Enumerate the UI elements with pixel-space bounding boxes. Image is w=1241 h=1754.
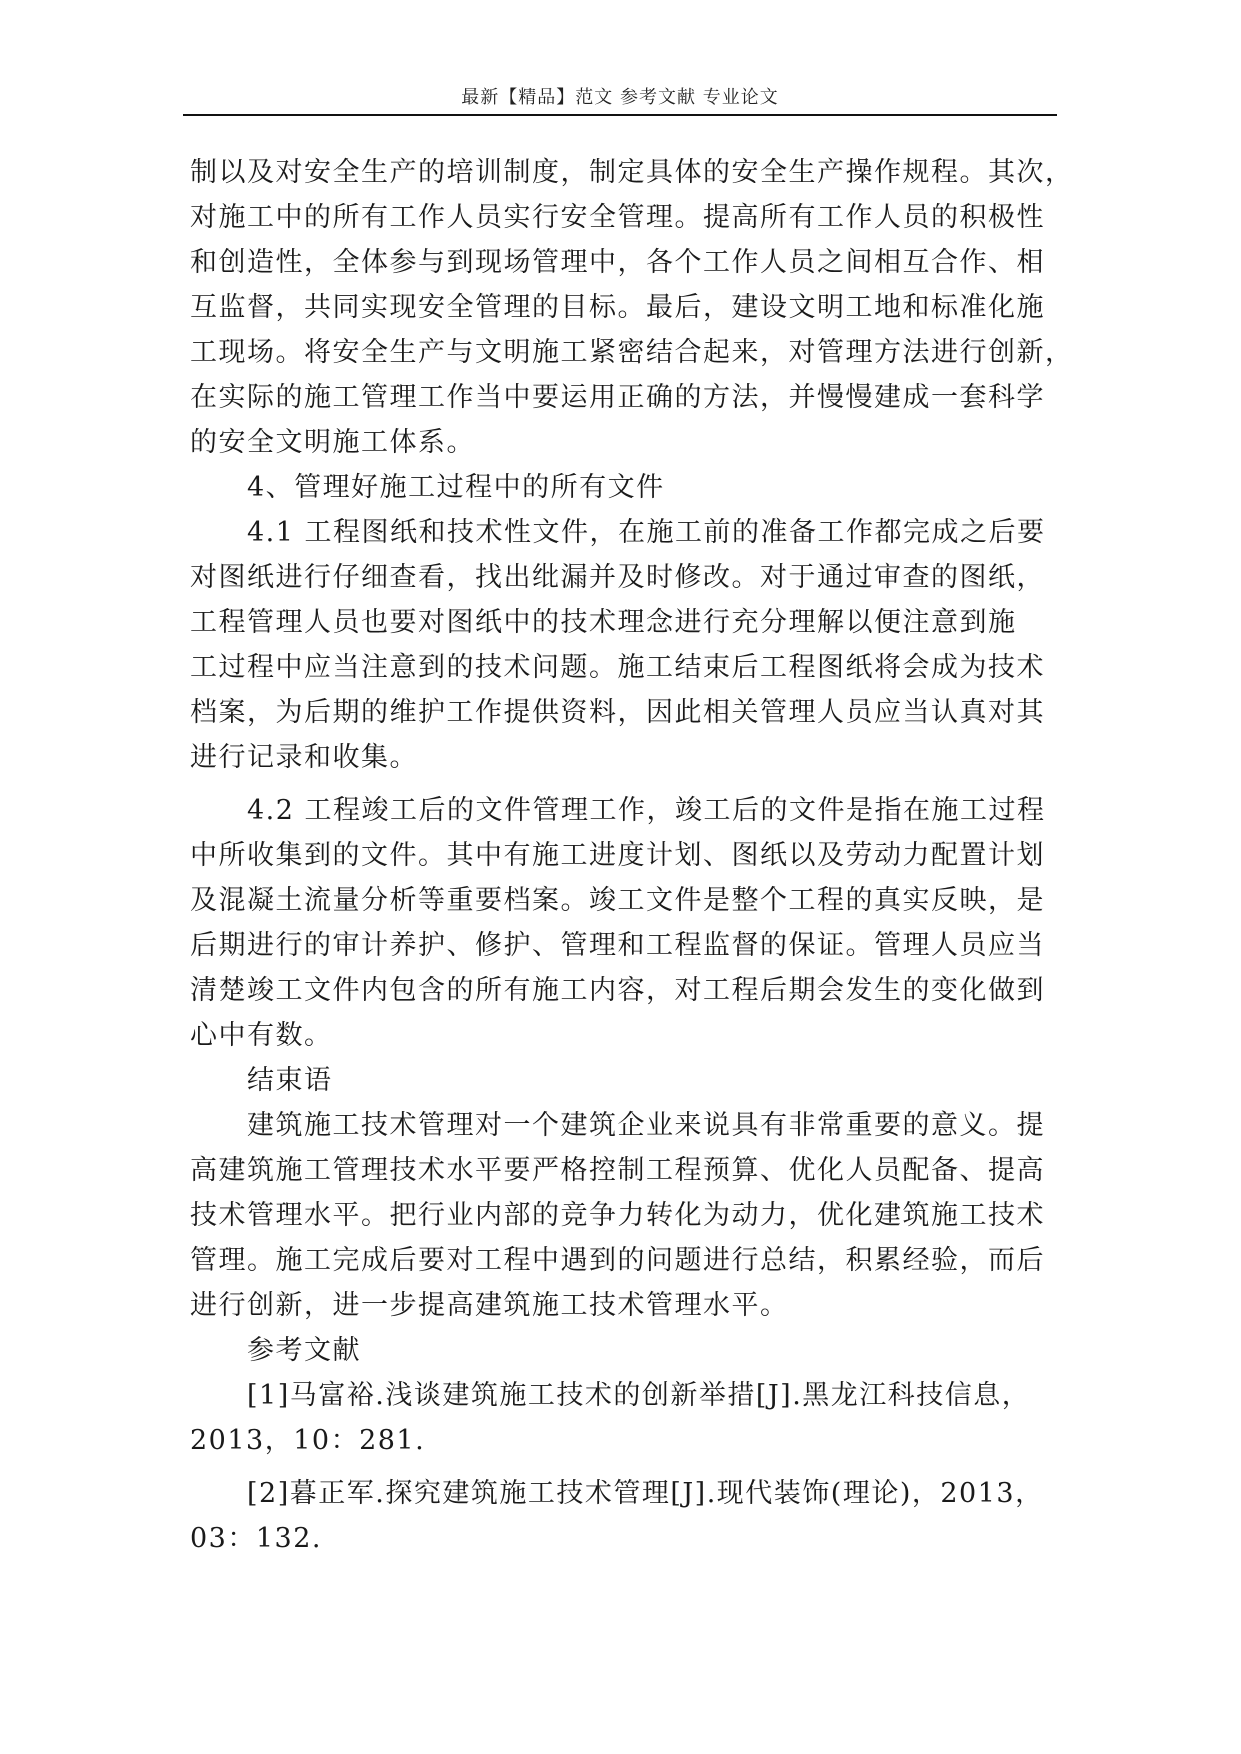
paragraph-4-1-continued: [190, 555, 1058, 780]
conclusion-paragraph-continued: [190, 1148, 1058, 1328]
text-line: 的安全文明施工体系。: [190, 427, 475, 458]
text-line: 技术管理水平。把行业内部的竞争力转化为动力，优化建筑施工技术: [190, 1200, 1045, 1231]
text-line: 互监督，共同实现安全管理的目标。最后，建设文明工地和标准化施: [190, 292, 1045, 323]
text-line: 清楚竣工文件内包含的所有施工内容，对工程后期会发生的变化做到: [190, 975, 1045, 1006]
text-line: 对施工中的所有工作人员实行安全管理。提高所有工作人员的积极性: [190, 202, 1045, 233]
paragraph-4-1: [190, 510, 1058, 555]
text-line: 制以及对安全生产的培训制度，制定具体的安全生产操作规程。其次，: [190, 157, 1074, 188]
text-line: 和创造性，全体参与到现场管理中，各个工作人员之间相互合作、相: [190, 247, 1045, 278]
text-line: 管理。施工完成后要对工程中遇到的问题进行总结，积累经验，而后: [190, 1245, 1045, 1276]
text-line: 结束语: [247, 1065, 333, 1096]
text-line: 4.1 工程图纸和技术性文件，在施工前的准备工作都完成之后要: [247, 517, 1046, 548]
conclusion-paragraph: [190, 1103, 1058, 1148]
page-header: 最新【精品】范文 参考文献 专业论文: [461, 87, 779, 108]
text-line: 工现场。将安全生产与文明施工紧密结合起来，对管理方法进行创新，: [190, 337, 1074, 368]
text-line: 对图纸进行仔细查看，找出纰漏并及时修改。对于通过审查的图纸，: [190, 562, 1045, 593]
text-line: 高建筑施工管理技术水平要严格控制工程预算、优化人员配备、提高: [190, 1155, 1045, 1186]
text-line: 参考文献: [247, 1335, 361, 1366]
reference-1: [190, 1373, 1058, 1418]
text-line: 工过程中应当注意到的技术问题。施工结束后工程图纸将会成为技术: [190, 652, 1045, 683]
text-line: 工程管理人员也要对图纸中的技术理念进行充分理解以便注意到施: [190, 607, 1017, 638]
text-line: 2013，10：281.: [190, 1425, 426, 1456]
text-line: 4、管理好施工过程中的所有文件: [247, 472, 665, 503]
conclusion-heading: [190, 1058, 1058, 1103]
text-line: 建筑施工技术管理对一个建筑企业来说具有非常重要的意义。提: [247, 1110, 1045, 1141]
reference-2-continued: [190, 1516, 1058, 1561]
header-divider: [183, 114, 1057, 116]
paragraph-gap: [190, 780, 1058, 788]
text-line: 在实际的施工管理工作当中要运用正确的方法，并慢慢建成一套科学: [190, 382, 1045, 413]
text-line: [2]暮正军.探究建筑施工技术管理[J].现代装饰(理论)，2013，: [247, 1478, 1044, 1509]
text-line: 及混凝土流量分析等重要档案。竣工文件是整个工程的真实反映，是: [190, 885, 1045, 916]
section-heading-4: [190, 465, 1058, 510]
text-line: 进行记录和收集。: [190, 742, 418, 773]
text-line: [1]马富裕.浅谈建筑施工技术的创新举措[J].黑龙江科技信息，: [247, 1380, 1031, 1411]
text-line: 中所收集到的文件。其中有施工进度计划、图纸以及劳动力配置计划: [190, 840, 1045, 871]
text-line: 进行创新，进一步提高建筑施工技术管理水平。: [190, 1290, 789, 1321]
paragraph-4-2: [190, 788, 1058, 833]
paragraph-4-2-continued: [190, 833, 1058, 1058]
reference-1-continued: [190, 1418, 1058, 1463]
text-line: 03：132.: [190, 1523, 322, 1554]
references-heading: [190, 1328, 1058, 1373]
document-body: [190, 150, 1074, 1561]
paragraph-gap: [190, 1463, 1058, 1471]
paragraph-safety-management: [190, 150, 1074, 465]
text-line: 档案，为后期的维护工作提供资料，因此相关管理人员应当认真对其: [190, 697, 1045, 728]
text-line: 4.2 工程竣工后的文件管理工作，竣工后的文件是指在施工过程: [247, 795, 1046, 826]
text-line: 心中有数。: [190, 1020, 333, 1051]
text-line: 后期进行的审计养护、修护、管理和工程监督的保证。管理人员应当: [190, 930, 1045, 961]
reference-2: [190, 1471, 1058, 1516]
